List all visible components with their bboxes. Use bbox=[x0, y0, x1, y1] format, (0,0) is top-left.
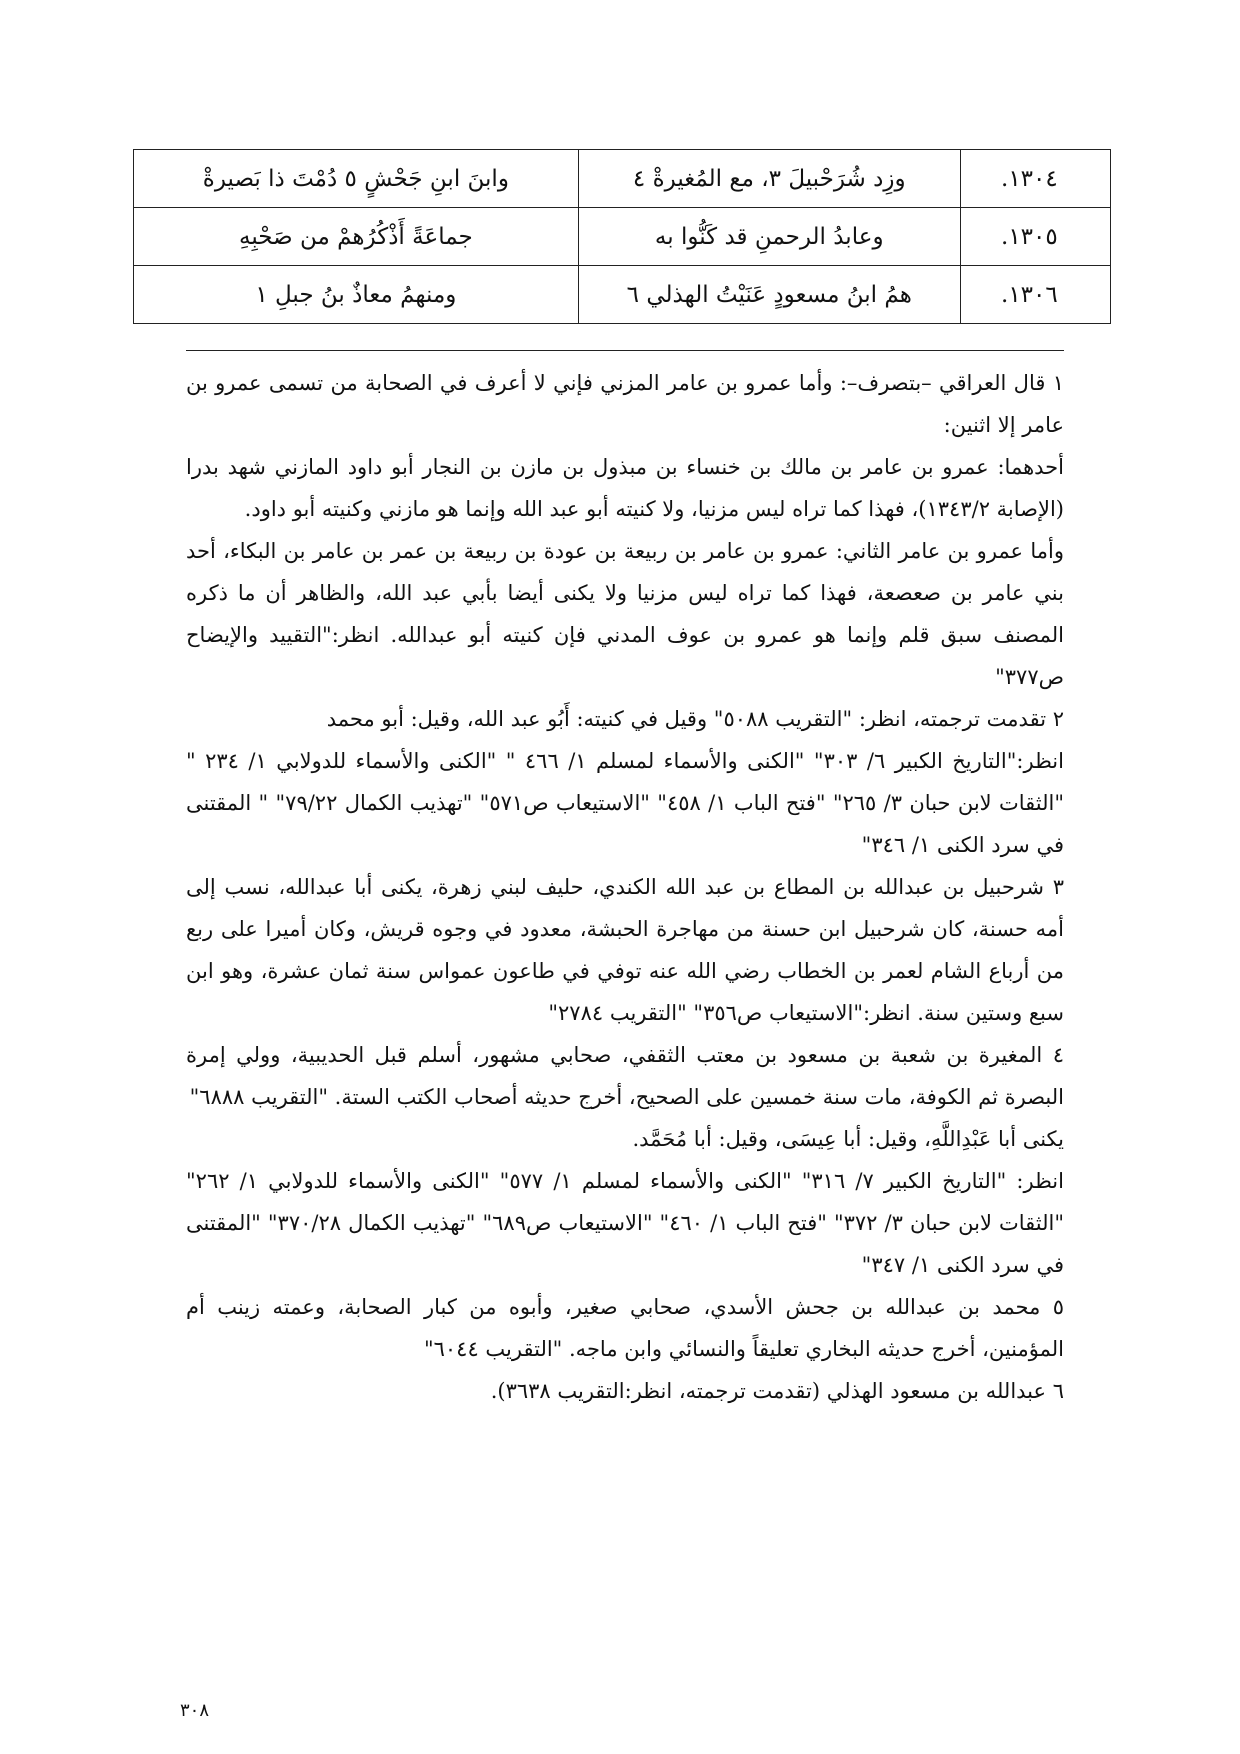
footnote-paragraph: ٦ عبدالله بن مسعود الهذلي (تقدمت ترجمته، انظر:التقريب ٣٦٣٨). bbox=[490, 1379, 1064, 1403]
verse-row bbox=[134, 266, 1111, 324]
verses-table bbox=[133, 149, 1111, 324]
verse-number: ١٣٠٤. bbox=[960, 150, 1110, 208]
footnote-paragraph: انظر:"التاريخ الكبير ٦/ ٣٠٣" "الكنى والأسماء لمسلم ١/ ٤٦٦ " "الكنى والأسماء للدولابي ١/ ٢٣٤ " "الثقات لابن حبان ٣/ ٢٦٥" "فتح الباب ١/ ٤٥٨" "الاستيعاب ص٥٧١" "تهذيب الكمال ٧٩/٢٢" " المقتنى في سرد الكنى ١/ ٣٤٦" bbox=[186, 749, 1065, 857]
footnote-paragraph: أحدهما: عمرو بن عامر بن مالك بن خنساء بن مبذول بن مازن بن النجار أبو داود المازني شهد بدرا (الإصابة ١٣٤٣/٢)، فهذا كما تراه ليس مزنيا، ولا كنيته أبو عبد الله وإنما هو مازني وكنيته أبو داود. bbox=[186, 455, 1064, 521]
footnote-separator bbox=[186, 350, 1064, 351]
verse-row bbox=[134, 150, 1111, 208]
verse-second-hemistich: جماعَةً أَذْكُرُهمْ من صَحْبِهِ bbox=[134, 208, 579, 266]
footnote-paragraph: ١ قال العراقي –بتصرف–: وأما عمرو بن عامر المزني فإني لا أعرف في الصحابة من تسمى عمرو بن عامر إلا اثنين: bbox=[186, 371, 1064, 437]
verse-second-hemistich: ومنهمُ معاذٌ بنُ جبلِ ١ bbox=[134, 266, 579, 324]
footnote-paragraph: ٣ شرحبيل بن عبدالله بن المطاع بن عبد الله الكندي، حليف لبني زهرة، يكنى أبا عبدالله، نسب إلى أمه حسنة، كان شرحبيل ابن حسنة من مهاجرة الحبشة، معدود في وجوه قريش، وكان أميرا على ربع من أرباع الشام لعمر بن الخطاب رضي الله عنه توفي في طاعون عمواس سنة ثمان عشرة، وهو ابن سبع وستين سنة. انظر:"الاستيعاب ص٣٥٦" "التقريب ٢٧٨٤" bbox=[186, 875, 1064, 1025]
footnote-paragraph: ٥ محمد بن عبدالله بن جحش الأسدي، صحابي صغير، وأبوه من كبار الصحابة، وعمته زينب أم المؤمنين، أخرج حديثه البخاري تعليقاً والنسائي وابن ماجه. "التقريب ٦٠٤٤" bbox=[186, 1295, 1064, 1361]
verse-number: ١٣٠٥. bbox=[960, 208, 1110, 266]
verse-first-hemistich: وعابدُ الرحمنِ قد كَنُّوا به bbox=[578, 208, 960, 266]
verse-row bbox=[134, 208, 1111, 266]
verse-first-hemistich: وزِد شُرَحْبيلَ ٣، مع المُغيرةْ ٤ bbox=[578, 150, 960, 208]
verse-number: ١٣٠٦. bbox=[960, 266, 1110, 324]
footnote-paragraph: وأما عمرو بن عامر الثاني: عمرو بن عامر بن ربيعة بن عودة بن ربيعة بن عمر بن عامر بن البكاء، أحد بني عامر بن صعصعة، فهذا كما تراه ليس مزنيا ولا يكنى أيضا بأبي عبد الله، والظاهر أن ما ذكره المصنف سبق قلم وإنما هو عمرو بن عوف المدني فإن كنيته أبو عبدالله. انظر:"التقييد والإيضاح ص٣٧٧" bbox=[186, 539, 1064, 689]
page-number: ٣٠٨ bbox=[180, 1700, 210, 1721]
footnote-paragraph: انظر: "التاريخ الكبير ٧/ ٣١٦" "الكنى والأسماء لمسلم ١/ ٥٧٧" "الكنى والأسماء للدولابي ١/ ٢٦٢" "الثقات لابن حبان ٣/ ٣٧٢" "فتح الباب ١/ ٤٦٠" "الاستيعاب ص٦٨٩" "تهذيب الكمال ٣٧٠/٢٨" "المقتنى في سرد الكنى ١/ ٣٤٧" bbox=[186, 1169, 1065, 1277]
verse-second-hemistich: وابنَ ابنِ جَحْشٍ ٥ دُمْتَ ذا بَصيرةْ bbox=[134, 150, 579, 208]
footnote-paragraph: ٢ تقدمت ترجمته، انظر: "التقريب ٥٠٨٨" وقيل في كنيته: أَبُو عبد الله، وقيل: أبو محمد bbox=[326, 707, 1064, 731]
footnotes bbox=[186, 362, 1064, 1412]
footnote-paragraph: يكنى أبا عَبْدِاللَّهِ، وقيل: أبا عِيسَى، وقيل: أبا مُحَمَّد. bbox=[632, 1127, 1064, 1151]
verse-first-hemistich: همُ ابنُ مسعودٍ عَنَيْتُ الهذلي ٦ bbox=[578, 266, 960, 324]
footnote-paragraph: ٤ المغيرة بن شعبة بن مسعود بن معتب الثقفي، صحابي مشهور، أسلم قبل الحديبية، وولي إمرة البصرة ثم الكوفة، مات سنة خمسين على الصحيح، أخرج حديثه أصحاب الكتب الستة. "التقريب ٦٨٨٨" bbox=[186, 1043, 1064, 1109]
